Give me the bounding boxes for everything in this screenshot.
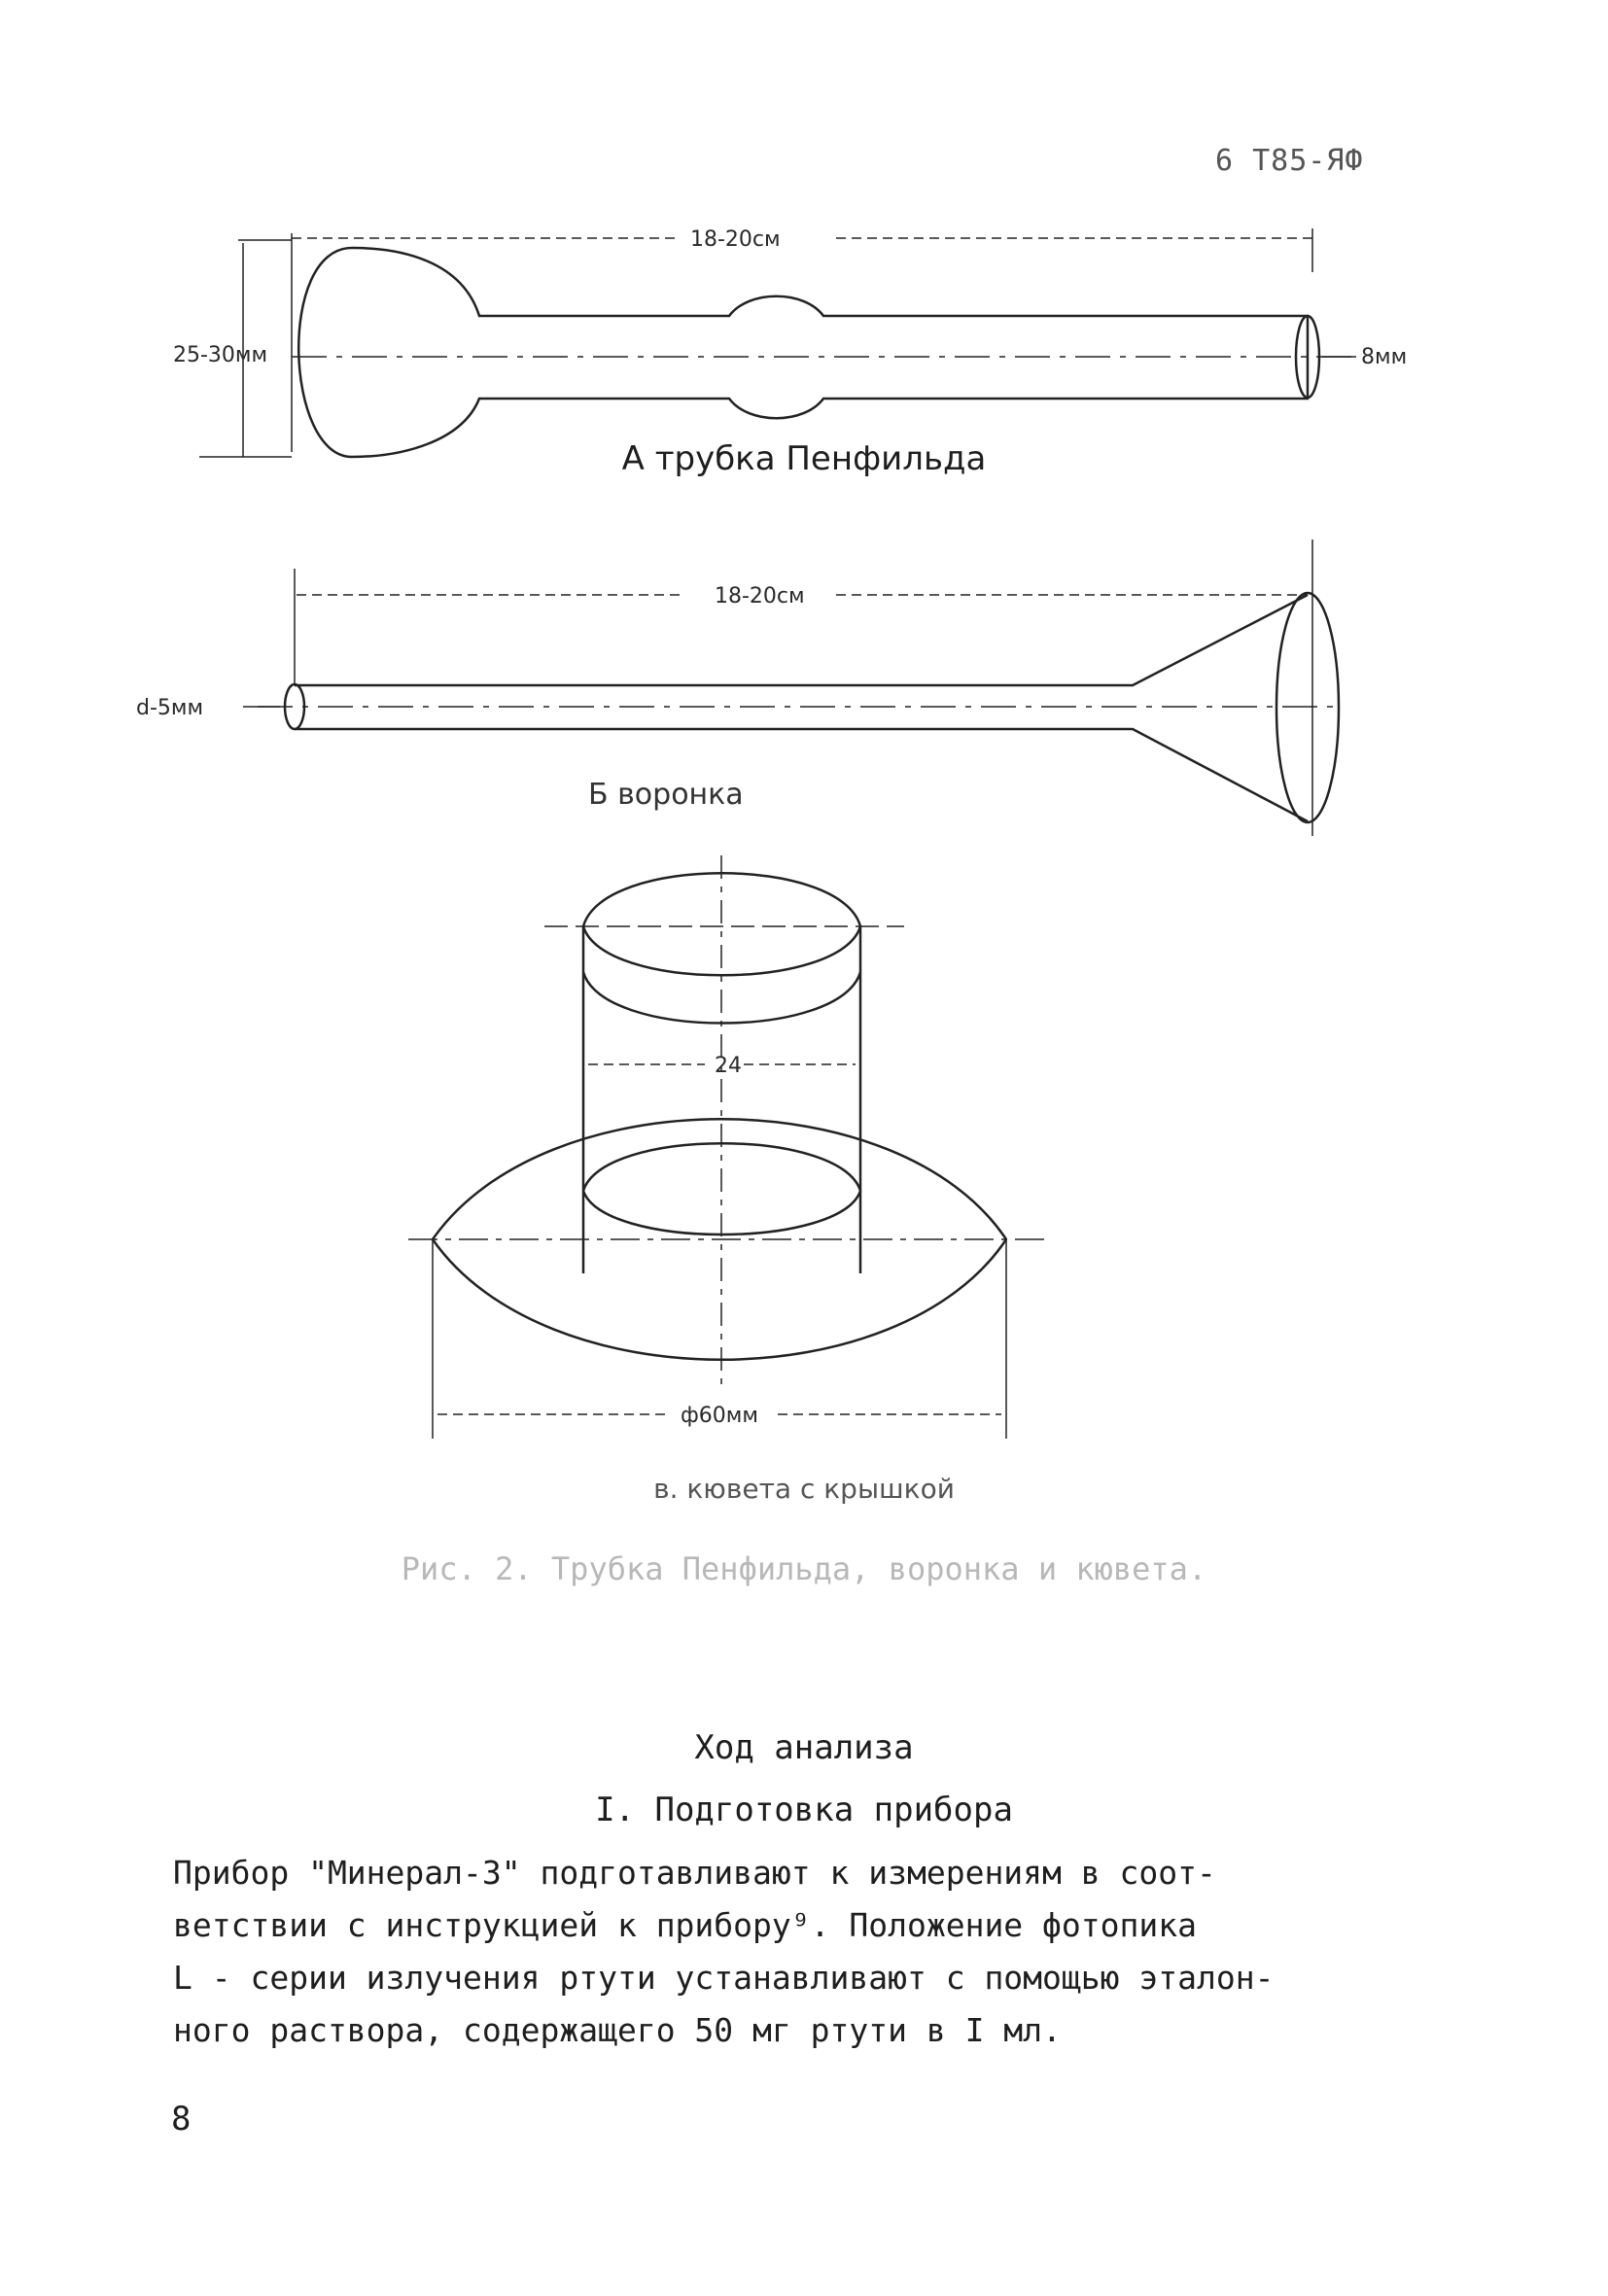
- penfield-tube-drawing: [199, 228, 1361, 457]
- cuvette-outer-label: ф60мм: [681, 1404, 758, 1428]
- cuvette-inner-label: 24: [715, 1054, 742, 1078]
- page-number: 8: [171, 2100, 192, 2139]
- figure-title: Рис. 2. Трубка Пенфильда, воронка и кювета.: [401, 1550, 1207, 1587]
- tube-length-label: 18-20см: [690, 227, 781, 252]
- caption-cuvette: в. кювета с крышкой: [653, 1473, 955, 1505]
- document-code: 6 T85-ЯФ: [1215, 144, 1364, 178]
- cuvette-drawing: [408, 855, 1050, 1439]
- funnel-diameter-label: d-5мм: [136, 696, 204, 720]
- caption-funnel: Б воронка: [588, 778, 744, 812]
- tube-diameter-label: 8мм: [1361, 345, 1408, 369]
- caption-penfield-tube: А трубка Пенфильда: [621, 439, 987, 478]
- section-heading: Ход анализа: [694, 1728, 914, 1767]
- paragraph-line: ного раствора, содержащего 50 мг ртути в I мл.: [173, 2011, 1062, 2049]
- tube-height-label: 25-30мм: [173, 343, 268, 367]
- body-paragraph: [173, 1847, 1379, 2057]
- funnel-length-label: 18-20см: [715, 584, 805, 609]
- paragraph-line: ветствии с инструкцией к прибору⁹. Положение фотопика: [173, 1906, 1197, 1944]
- paragraph-line: Прибор "Минерал-3" подготавливают к измерениям в соот-: [173, 1854, 1216, 1892]
- paragraph-line: L - серии излучения ртути устанавливают с помощью эталон-: [173, 1959, 1275, 1997]
- section-subheading: I. Подготовка прибора: [595, 1791, 1013, 1829]
